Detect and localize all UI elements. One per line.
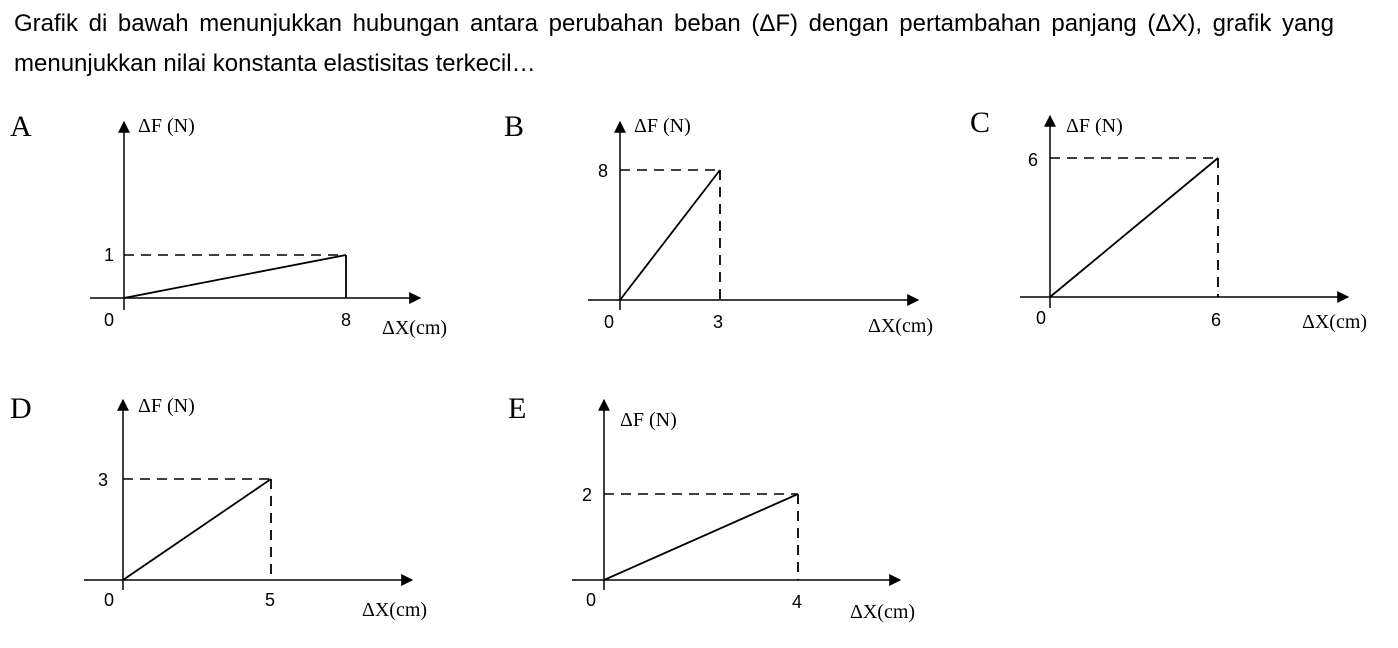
x-tick-label: 3	[713, 312, 724, 332]
y-tick-label: 2	[582, 485, 593, 505]
data-line	[1050, 158, 1218, 297]
y-axis-label: ΔF (N)	[138, 115, 195, 137]
y-axis-label: ΔF (N)	[634, 115, 691, 137]
origin-label: 0	[1036, 308, 1047, 328]
data-line	[123, 479, 271, 580]
y-tick-label: 3	[98, 470, 109, 490]
option-letter: E	[508, 392, 527, 425]
option-e-graph	[494, 380, 974, 640]
y-tick-label: 1	[104, 245, 115, 265]
option-b-graph	[494, 100, 974, 350]
origin-label: 0	[586, 590, 597, 610]
option-letter: B	[504, 110, 525, 143]
data-line	[620, 170, 720, 300]
y-tick-label: 6	[1028, 150, 1039, 170]
x-axis-label: ΔX(cm)	[1302, 311, 1368, 333]
option-d-graph	[0, 380, 480, 640]
option-a-graph	[0, 100, 480, 350]
x-tick-label: 8	[341, 310, 352, 330]
x-axis-label: ΔX(cm)	[868, 315, 934, 337]
x-axis-label: ΔX(cm)	[362, 599, 428, 621]
x-axis-label: ΔX(cm)	[850, 601, 916, 623]
origin-label: 0	[104, 310, 115, 330]
origin-label: 0	[104, 590, 115, 610]
x-tick-label: 4	[792, 592, 803, 612]
y-axis-label: ΔF (N)	[1066, 115, 1123, 137]
y-axis-label: ΔF (N)	[620, 409, 677, 431]
data-line	[604, 494, 798, 580]
y-axis-label: ΔF (N)	[138, 395, 195, 417]
x-axis-label: ΔX(cm)	[382, 317, 448, 339]
question-text: Grafik di bawah menunjukkan hubungan antara perubahan beban (ΔF) dengan pertambahan panjang (ΔX), grafik yang menunjukkan nilai konstanta elastisitas terkecil…	[14, 10, 1334, 77]
graph-svg	[0, 380, 480, 640]
graph-svg	[0, 100, 480, 350]
origin-label: 0	[604, 312, 615, 332]
x-tick-label: 5	[265, 590, 276, 610]
data-line	[124, 255, 346, 298]
option-c-graph	[960, 100, 1398, 350]
option-letter: A	[10, 110, 32, 143]
option-letter: C	[970, 106, 991, 139]
y-tick-label: 8	[598, 161, 609, 181]
option-letter: D	[10, 392, 32, 425]
x-tick-label: 6	[1211, 310, 1222, 330]
graph-svg	[494, 100, 974, 350]
graph-svg	[960, 100, 1398, 350]
graph-svg	[494, 380, 974, 640]
